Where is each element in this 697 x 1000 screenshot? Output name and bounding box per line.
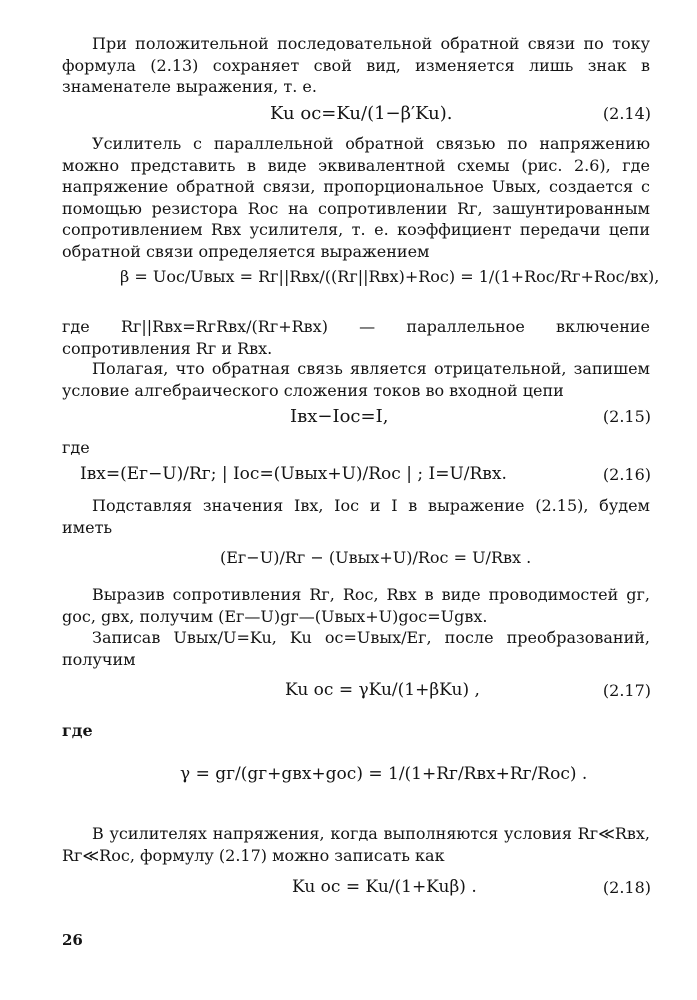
equation-number-2-15: (2.15)	[602, 407, 651, 426]
paragraph-8: Записав Uвых/U=Ku, Ku ос=Uвых/Eг, после преобразований, получим	[62, 628, 650, 669]
paragraph-2: Усилитель с параллельной обратной связью по напряжению можно представить в виде эквивалентной схемы (рис. 2.6), где напряжение обратной связи, пропорциональное Uвых, создается с помощью резистора Rос на сопротивлении Rг, зашунтированным сопротивлением Rвх усилителя, т. е. коэффициент передачи цепи обратной связи определяется выражением	[62, 134, 650, 261]
equation-sum: (Eг−U)/Rг − (Uвых+U)/Rос = U/Rвх .	[220, 548, 532, 567]
equation-2-15: Iвх−Iос=I,	[290, 406, 389, 427]
paragraph-3: где Rг||Rвх=RгRвх/(Rг+Rвх) — параллельное включение сопротивления Rг и Rвх.	[62, 317, 650, 358]
equation-beta: β = Uос/Uвых = Rг||Rвх/((Rг||Rвх)+Rос) = 1/(1+Rос/Rг+Rос/вх),	[120, 267, 660, 286]
equation-gamma: γ = gг/(gг+gвх+gос) = 1/(1+Rг/Rвх+Rг/Rос) .	[180, 764, 588, 784]
equation-number-2-16: (2.16)	[602, 465, 651, 484]
equation-2-16: Iвх=(Eг−U)/Rг; | Iос=(Uвых+U)/Rос | ; I=U/Rвх.	[80, 464, 507, 484]
page-number: 26	[62, 931, 83, 949]
equation-number-2-14: (2.14)	[602, 104, 651, 123]
paragraph-10: В усилителях напряжения, когда выполняются условия Rг≪Rвх, Rг≪Rос, формулу (2.17) можно записать как	[62, 824, 650, 865]
paragraph-where-1: где	[62, 438, 90, 457]
paragraph-7: Выразив сопротивления Rг, Rос, Rвх в виде проводимостей gг, gос, gвх, получим (Eг—U)gг—(Uвых+U)gос=Ugвх.	[62, 585, 650, 626]
equation-2-17: Ku ос = γKu/(1+βKu) ,	[285, 680, 480, 700]
equation-number-2-18: (2.18)	[602, 878, 651, 897]
paragraph-6: Подставляя значения Iвх, Iос и I в выражение (2.15), будем иметь	[62, 496, 650, 537]
paragraph-1: При положительной последовательной обратной связи по току формула (2.13) сохраняет свой вид, изменяется лишь знак в знаменателе выражения, т. е.	[62, 34, 650, 96]
paragraph-4: Полагая, что обратная связь является отрицательной, запишем условие алгебраического сложения токов во входной цепи	[62, 359, 650, 400]
equation-number-2-17: (2.17)	[602, 681, 651, 700]
equation-2-18: Ku ос = Ku/(1+Kuβ) .	[292, 877, 477, 897]
paragraph-where-2: где	[62, 721, 93, 740]
equation-2-14: Ku ос=Ku/(1−β′Ku).	[270, 103, 453, 124]
